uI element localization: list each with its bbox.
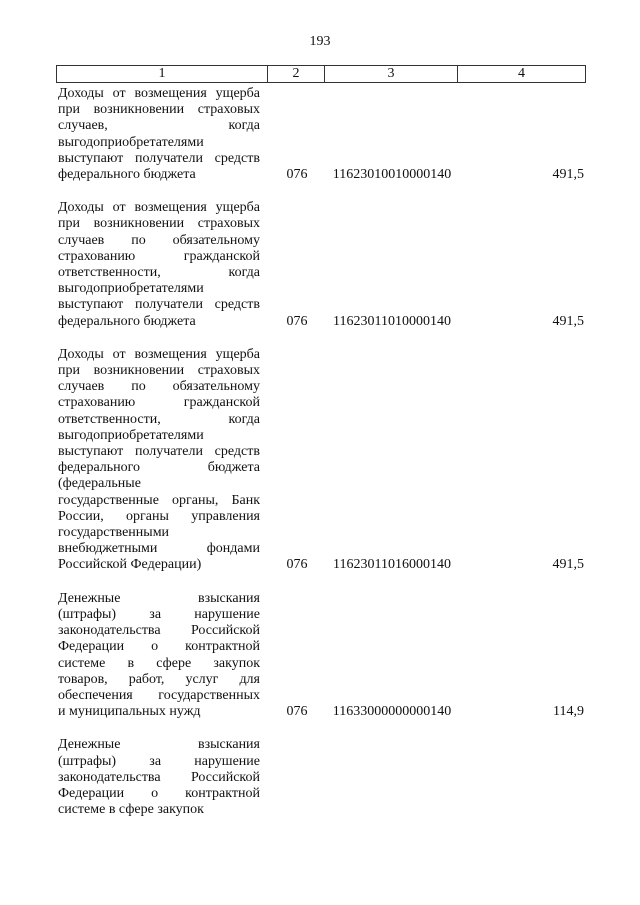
description-line: страхованию гражданской [58, 248, 260, 264]
description-line: системе в сфере закупок [58, 802, 204, 818]
row-description [58, 86, 260, 183]
description-line: законодательства Российской [58, 623, 260, 639]
table-row [58, 591, 586, 721]
description-line: законодательства Российской [58, 769, 260, 785]
description-line: при возникновении страховых [58, 216, 260, 232]
description-line: при возникновении страховых [58, 102, 260, 118]
header-col-1: 1 [57, 66, 268, 82]
description-line: федерального бюджета [58, 460, 260, 476]
description-line: Денежные взыскания [58, 737, 260, 753]
description-line: страхованию гражданской [58, 395, 260, 411]
row-description [58, 347, 260, 574]
description-line: России, органы управления [58, 508, 260, 524]
row-amount: 114,9 [553, 704, 584, 720]
description-line: выступают получатели средств [58, 150, 260, 166]
row-budget-code: 11633000000000140 [332, 704, 452, 720]
description-line: выгодоприобретателями [58, 427, 204, 443]
description-line: обеспечения государственных [58, 687, 260, 703]
table-row [58, 86, 586, 183]
header-col-4: 4 [518, 66, 525, 81]
description-line: Российской Федерации) [58, 557, 202, 573]
description-line: федерального бюджета [58, 313, 196, 329]
row-amount: 491,5 [552, 557, 584, 573]
row-description [58, 737, 260, 818]
description-line: выступают получатели средств [58, 444, 260, 460]
row-description [58, 591, 260, 721]
description-line: государственными [58, 525, 170, 541]
header-col-2: 2 [268, 66, 325, 82]
description-line: и муниципальных нужд [58, 704, 201, 720]
description-line: системе в сфере закупок [58, 655, 260, 671]
table-header [56, 65, 586, 83]
description-line: ответственности, когда [58, 411, 260, 427]
description-line: внебюджетными фондами [58, 541, 260, 557]
row-admin-code: 076 [286, 557, 308, 573]
description-line: Денежные взыскания [58, 590, 260, 606]
description-line: ответственности, когда [58, 265, 260, 281]
row-admin-code: 076 [286, 704, 308, 720]
description-line: случаев по обязательному [58, 232, 260, 248]
description-line: товаров, работ, услуг для [58, 671, 260, 687]
description-line: Федерации о контрактной [58, 639, 260, 655]
description-line: Доходы от возмещения ущерба [58, 200, 260, 216]
row-description [58, 200, 260, 330]
table-row [58, 737, 586, 818]
description-line: Доходы от возмещения ущерба [58, 346, 260, 362]
row-amount: 491,5 [552, 167, 584, 183]
description-line: (штрафы) за нарушение [58, 606, 260, 622]
description-line: выгодоприобретателями [58, 134, 204, 150]
row-budget-code: 11623011010000140 [333, 313, 451, 329]
description-line: Доходы от возмещения ущерба [58, 86, 260, 101]
table-body [58, 86, 586, 835]
description-line: выгодоприобретателями [58, 281, 204, 297]
description-line: государственные органы, Банк [58, 492, 260, 508]
row-amount: 491,5 [552, 313, 584, 329]
header-col-3: 3 [325, 66, 458, 82]
page-number: 193 [309, 34, 331, 49]
description-line: федерального бюджета [58, 167, 196, 183]
table-row [58, 347, 586, 574]
description-line: выступают получатели средств [58, 297, 260, 313]
description-line: (штрафы) за нарушение [58, 753, 260, 769]
table-row [58, 200, 586, 330]
description-line: при возникновении страховых [58, 363, 260, 379]
description-line: (федеральные [58, 476, 141, 492]
description-line: Федерации о контрактной [58, 785, 260, 801]
row-admin-code: 076 [286, 167, 308, 183]
row-budget-code: 11623011016000140 [333, 557, 451, 573]
description-line: случаев, когда [58, 118, 260, 134]
description-line: случаев по обязательному [58, 379, 260, 395]
row-budget-code: 11623010010000140 [332, 167, 452, 183]
row-admin-code: 076 [286, 313, 308, 329]
